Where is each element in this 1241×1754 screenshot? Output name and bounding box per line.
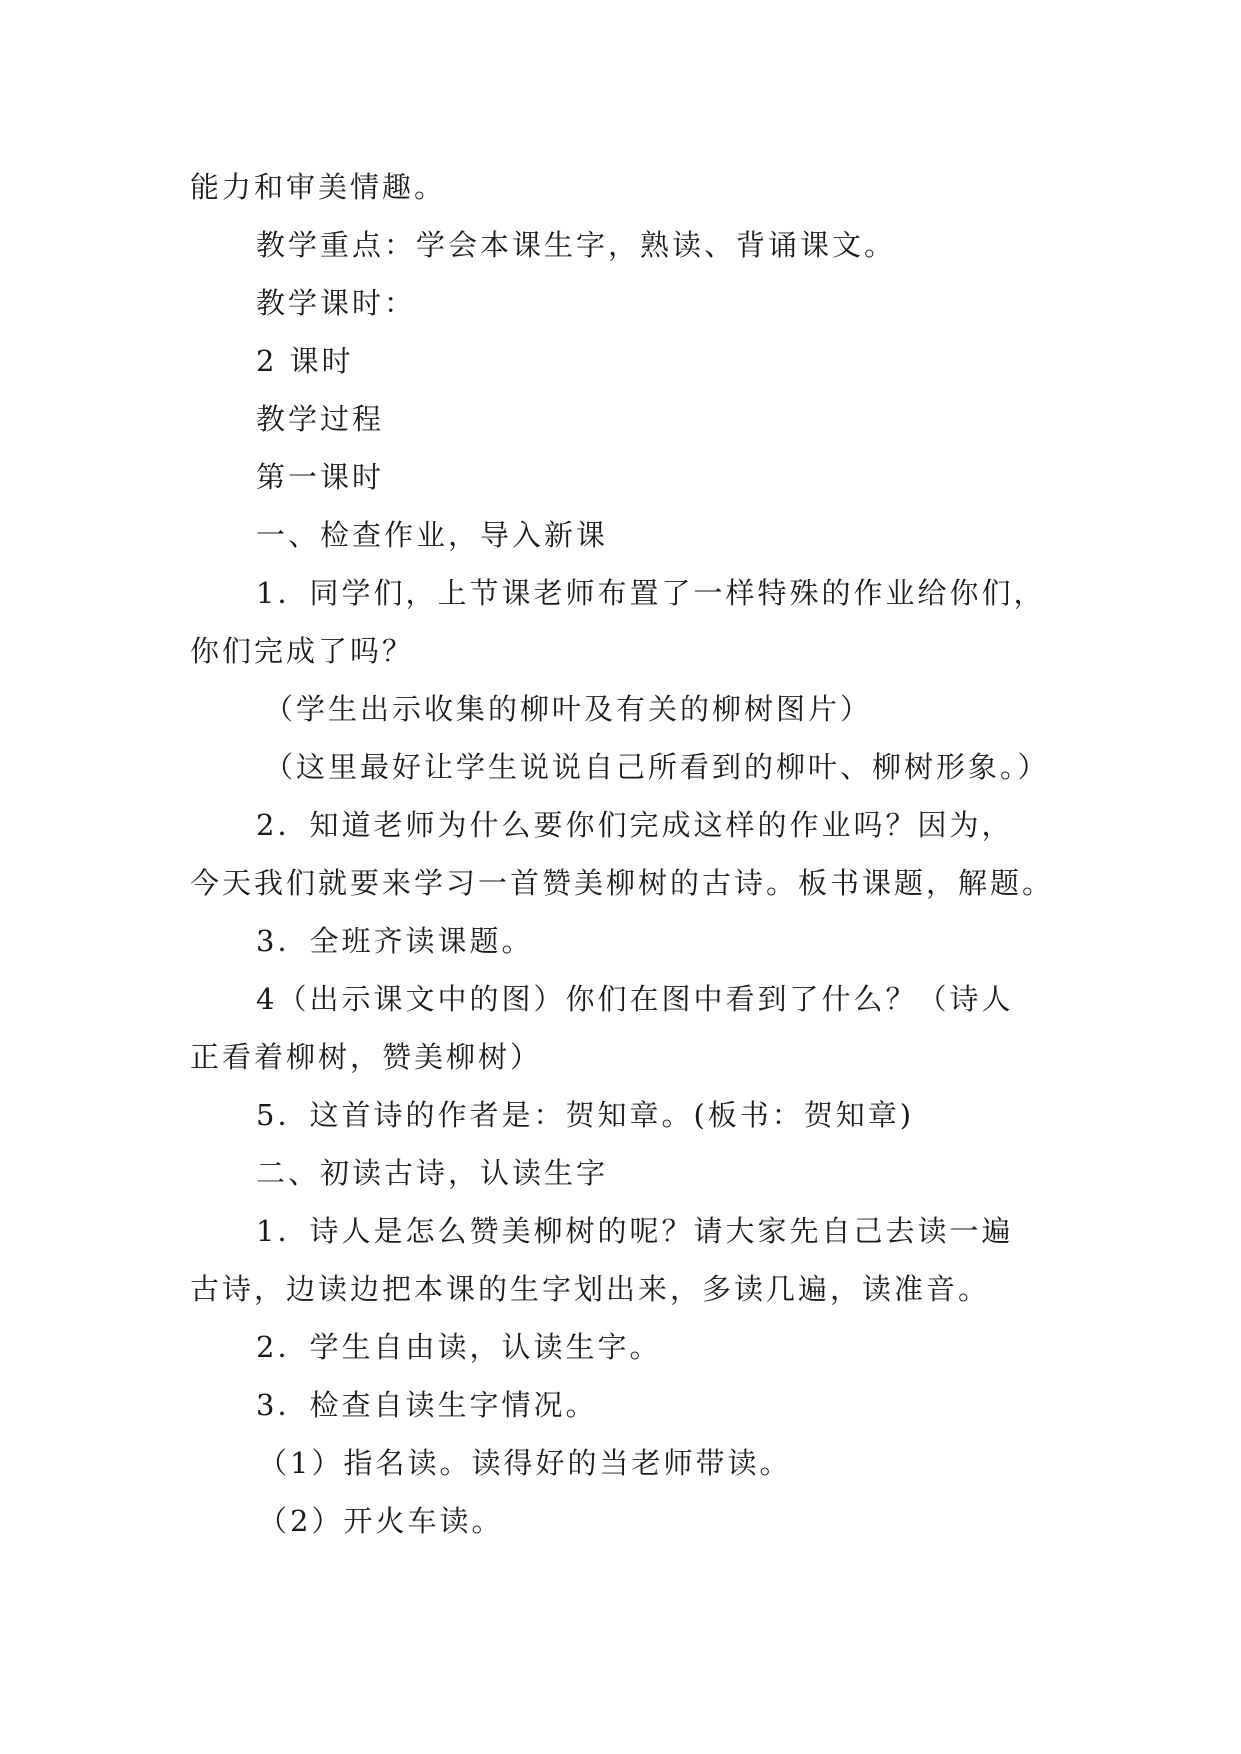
text-line: 3．全班齐读课题。 xyxy=(256,924,534,958)
text-line: 你们完成了吗？ xyxy=(190,634,415,668)
text-line: 3．检查自读生字情况。 xyxy=(256,1388,598,1422)
text-line: 5．这首诗的作者是：贺知章。(板书：贺知章) xyxy=(256,1098,915,1132)
text-line: 1．诗人是怎么赞美柳树的呢？请大家先自己去读一遍 xyxy=(256,1214,1014,1248)
text-line: 今天我们就要来学习一首赞美柳树的古诗。板书课题，解题。 xyxy=(190,866,1055,900)
text-line: （2）开火车读。 xyxy=(258,1504,504,1538)
text-line: 能力和审美情趣。 xyxy=(190,170,447,204)
section-heading: 二、初读古诗，认读生字 xyxy=(256,1156,609,1190)
text-line: 正看着柳树，赞美柳树） xyxy=(190,1040,543,1074)
text-line: 古诗，边读边把本课的生字划出来，多读几遍，读准音。 xyxy=(190,1272,991,1306)
text-line: 2 课时 xyxy=(256,344,354,378)
document-body xyxy=(190,158,1070,1550)
text-line: 2．知道老师为什么要你们完成这样的作业吗？因为， xyxy=(256,808,1014,842)
text-line: 教学课时： xyxy=(256,286,417,320)
section-heading: 教学过程 xyxy=(256,402,385,436)
text-line: 1．同学们，上节课老师布置了一样特殊的作业给你们， xyxy=(256,576,1046,610)
text-line: 2．学生自由读，认读生字。 xyxy=(256,1330,662,1364)
text-line: （学生出示收集的柳叶及有关的柳树图片） xyxy=(264,692,873,726)
text-line: 4（出示课文中的图）你们在图中看到了什么？（诗人 xyxy=(256,982,1014,1016)
text-line: 教学重点：学会本课生字，熟读、背诵课文。 xyxy=(256,228,897,262)
section-heading: 第一课时 xyxy=(256,460,385,494)
text-line: （1）指名读。读得好的当老师带读。 xyxy=(258,1446,792,1480)
section-heading: 一、检查作业，导入新课 xyxy=(256,518,609,552)
text-line: （这里最好让学生说说自己所看到的柳叶、柳树形象。） xyxy=(264,750,1050,784)
